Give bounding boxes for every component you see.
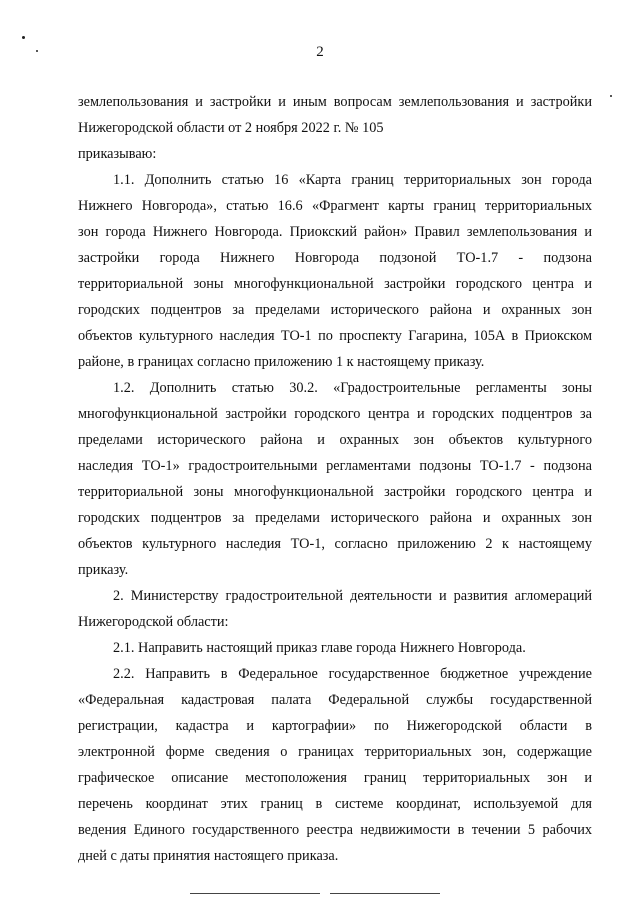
scan-speck: [610, 95, 612, 97]
text-line: городских подцентров за пределами исторического района и охранных зон: [78, 302, 592, 318]
bottom-rule: [190, 893, 320, 894]
text-line: «Федеральная кадастровая палата Федеральной службы государственной: [78, 692, 592, 708]
text-line: графическое описание местоположения границ территориальных зон и: [78, 770, 592, 786]
text-line: пределами исторического района и охранных зон объектов культурного: [78, 432, 592, 448]
text-line: перечень координат этих границ в системе координат, используемой для: [78, 796, 592, 812]
text-line: Нижегородской области от 2 ноября 2022 г. № 105: [78, 120, 384, 136]
text-line: территориальной зоны многофункциональной застройки городского центра и: [78, 276, 592, 292]
text-line: 2.2. Направить в Федеральное государственное бюджетное учреждение: [113, 666, 592, 682]
text-line: 2.1. Направить настоящий приказ главе города Нижнего Новгорода.: [113, 640, 526, 656]
text-line: приказу.: [78, 562, 129, 578]
text-line: 2. Министерству градостроительной деятельности и развития агломераций: [113, 588, 592, 604]
text-line: районе, в границах согласно приложению 1 к настоящему приказу.: [78, 354, 485, 370]
text-line: объектов культурного наследия ТО-1 по проспекту Гагарина, 105А в Приокском: [78, 328, 592, 344]
page-number: 2: [316, 44, 324, 60]
text-line: городских подцентров за пределами исторического района и охранных зон: [78, 510, 592, 526]
text-line: электронной форме сведения о границах территориальных зон, содержащие: [78, 744, 592, 760]
text-line: приказываю:: [78, 146, 157, 162]
text-line: регистрации, кадастра и картографии» по Нижегородской области в: [78, 718, 592, 734]
text-line: 1.1. Дополнить статью 16 «Карта границ территориальных зон города: [113, 172, 592, 188]
text-line: дней с даты принятия настоящего приказа.: [78, 848, 339, 864]
text-line: Нижегородской области:: [78, 614, 229, 630]
text-line: землепользования и застройки и иным вопросам землепользования и застройки: [78, 94, 592, 110]
scan-speck: [22, 36, 25, 39]
text-line: Нижнего Новгорода», статью 16.6 «Фрагмент карты границ территориальных: [78, 198, 592, 214]
text-line: застройки города Нижнего Новгорода подзоной ТО-1.7 - подзона: [78, 250, 592, 266]
text-line: ведения Единого государственного реестра недвижимости в течении 5 рабочих: [78, 822, 592, 838]
bottom-rule: [330, 893, 440, 894]
text-line: наследия ТО-1» градостроительными регламентами подзоны ТО-1.7 - подзона: [78, 458, 592, 474]
text-line: объектов культурного наследия ТО-1, согласно приложению 2 к настоящему: [78, 536, 592, 552]
text-line: территориальной зоны многофункциональной застройки городского центра и: [78, 484, 592, 500]
text-line: зон города Нижнего Новгорода. Приокский район» Правил землепользования и: [78, 224, 592, 240]
text-line: многофункциональной застройки городского центра и городских подцентров за: [78, 406, 592, 422]
text-line: 1.2. Дополнить статью 30.2. «Градостроительные регламенты зоны: [113, 380, 592, 396]
